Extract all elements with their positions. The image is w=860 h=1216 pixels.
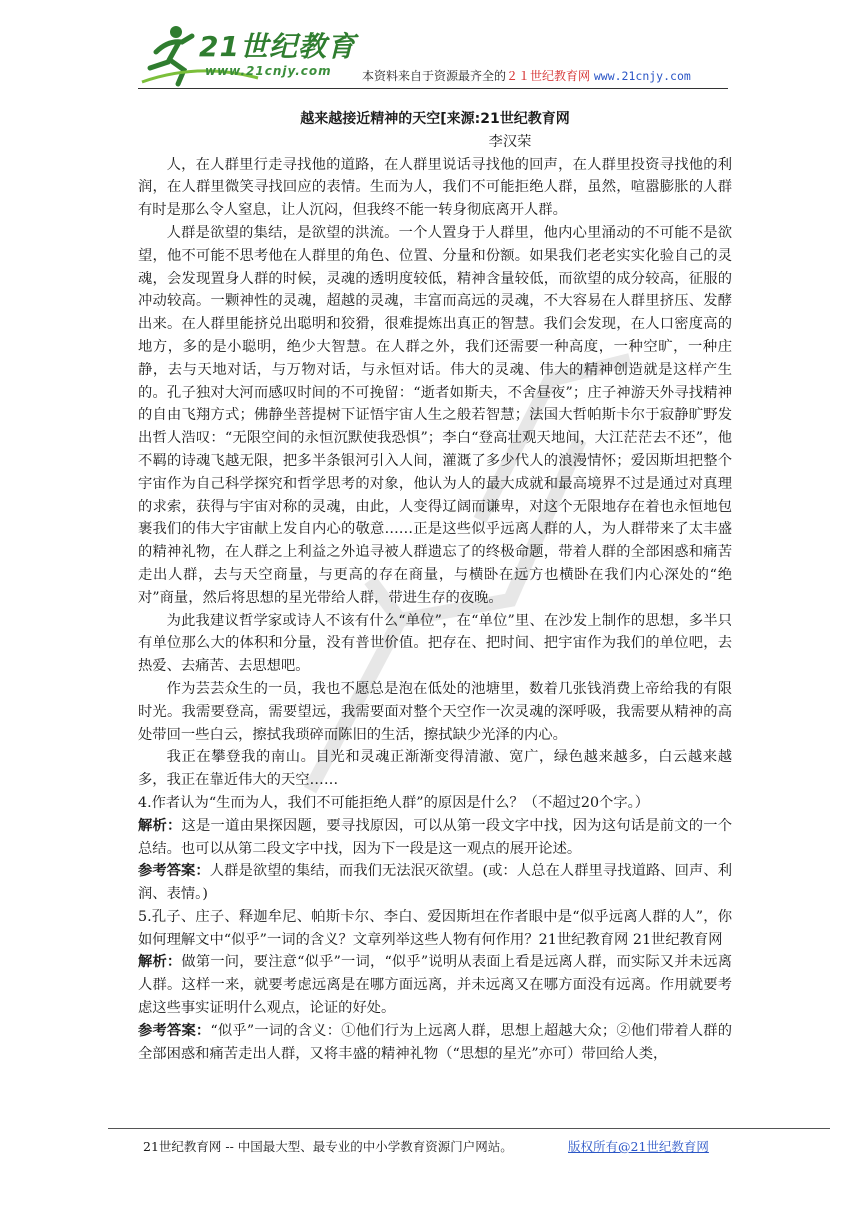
- answer-label: 参考答案：: [138, 1022, 211, 1039]
- article-author: 李汉荣: [488, 133, 532, 150]
- question-5-analysis: [138, 951, 732, 1019]
- header-note-url[interactable]: www.21cnjy.com: [593, 69, 691, 83]
- question-5: 5.孔子、庄子、释迦牟尼、帕斯卡尔、李白、爱因斯坦在作者眼中是“似乎远离人群的人”，你如何理解文中“似乎”一词的含义？文章列举这些人物有何作用？21世纪教育网 21世纪教育网: [138, 908, 732, 948]
- analysis-text: 这是一道由果探因题，要寻找原因，可以从第一段文字中找，因为这句话是前文的一个总结。也可以从第二段文字中找，因为下一段是这一观点的展开论述。: [138, 817, 733, 857]
- article-paragraph: 人群是欲望的集结，是欲望的洪流。一个人置身于人群里，他内心里涌动的不可能不是欲望，他不可能不思考他在人群里的角色、位置、分量和份额。如果我们老老实实化验自己的灵魂，会发现置身人群的时候，灵魂的透明度较低，精神含量较低，而欲望的成分较高，征服的冲动较高。一颗神性的灵魂，超越的灵魂，丰富而高远的灵魂，不大容易在人群里挤压、发酵出来。在人群里能挤兑出聪明和狡猾，很难提炼出真正的智慧。我们会发现，在人口密度高的地方，多的是小聪明，绝少大智慧。在人群之外，我们还需要一种高度，一种空旷，一种庄静，去与天地对话，与万物对话，与永恒对话。伟大的灵魂、伟大的精神创造就是这样产生的。孔子独对大河而感叹时间的不可挽留：“逝者如斯夫，不舍昼夜”；庄子神游天外寻找精神的自由飞翔方式；佛静坐菩提树下证悟宇宙人生之般若智慧；法国大哲帕斯卡尔于寂静旷野发出哲人浩叹：“无限空间的永恒沉默使我恐惧”；李白“登高壮观天地间，大江茫茫去不还”，他不羁的诗魂飞越无限，把多半条银河引入人间，灌溉了多少代人的浪漫情怀；爱因斯坦把整个宇宙作为自己科学探究和哲学思考的对象，他认为人的最大成就和最高境界不过是通过对真理的求索，获得与宇宙对称的灵魂，由此，人变得辽阔而谦卑，对这个无限地存在着也永恒地包裹我们的伟大宇宙献上发自内心的敬意……正是这些似乎远离人群的人，为人群带来了太丰盛的精神礼物，在人群之上利益之外追寻被人群遗忘了的终极命题，带着人群的全部困惑和痛苦走出人群，去与天空商量，与更高的存在商量，与横卧在远方也横卧在我们内心深处的“绝对”商量，然后将思想的星光带给人群，带进生存的夜晚。: [138, 224, 732, 606]
- logo-url: www.21cnjy.com: [205, 64, 332, 78]
- copyright-link[interactable]: 版权所有@21世纪教育网: [568, 1139, 709, 1154]
- header-note: [362, 67, 691, 84]
- page-header: [0, 0, 860, 100]
- answer-text: 人群是欲望的集结，而我们无法泯灭欲望。(或：人总在人群里寻找道路、回声、利润、表情。): [138, 863, 733, 903]
- analysis-label: 解析：: [138, 817, 182, 834]
- analysis-label: 解析：: [138, 954, 182, 971]
- analysis-text: 做第一问，要注意“似乎”一词，“似乎”说明从表面上看是远离人群，而实际又并未远离人群。这样一来，就要考虑远离是在哪方面远离，并未远离又在哪方面没有远离。作用就要考虑这些事实证明什么观点，论证的好处。: [138, 954, 733, 1017]
- article-title: 越来越接近精神的天空[来源:21世纪教育网: [300, 111, 570, 127]
- header-note-brand[interactable]: ２１世纪教育网: [506, 69, 591, 83]
- question-4-answer: [138, 860, 732, 906]
- question-5-answer: [138, 1020, 732, 1066]
- article-paragraph: 为此我建议哲学家或诗人不该有什么“单位”，在“单位”里、在沙发上制作的思想，多半只有单位那么大的体积和分量，没有普世价值。把存在、把时间、把宇宙作为我们的单位吧，去热爱、去痛苦、去思想吧。: [138, 612, 732, 675]
- footer-text: 21世纪教育网 -- 中国最大型、最专业的中小学教育资源门户网站。: [143, 1139, 513, 1154]
- article-body: [138, 104, 732, 1065]
- header-note-prefix: 本资料来自于资源最齐全的: [362, 69, 507, 83]
- answer-text: “似乎”一词的含义：①他们行为上远离人群，思想上超越大众；②他们带着人群的全部困惑和痛苦走出人群，又将丰盛的精神礼物（“思想的星光”亦可）带回给人类，: [138, 1022, 732, 1062]
- question-4: 4.作者认为“生而为人，我们不可能拒绝人群”的原因是什么？（不超过20个字。）: [138, 794, 650, 811]
- logo-title: 21世纪教育: [199, 30, 356, 63]
- question-4-analysis: [138, 815, 732, 861]
- footer-divider: [108, 1128, 830, 1129]
- article-paragraph: 人，在人群里行走寻找他的道路，在人群里说话寻找他的回声，在人群里投资寻找他的利润，在人群里微笑寻找回应的表情。生而为人，我们不可能拒绝人群，虽然，喧嚣膨胀的人群有时是那么令人窒息，让人沉闷，但我终不能一转身彻底离开人群。: [138, 156, 732, 219]
- article-paragraph: 我正在攀登我的南山。目光和灵魂正渐渐变得清澈、宽广，绿色越来越多，白云越来越多，我正在靠近伟大的天空……: [138, 749, 732, 789]
- header-divider: [138, 88, 728, 89]
- article-paragraph: 作为芸芸众生的一员，我也不愿总是泡在低处的池塘里，数着几张钱消费上帝给我的有限时光。我需要登高，需要望远，我需要面对整个天空作一次灵魂的深呼吸，我需要从精神的高处带回一些白云，擦拭我琐碎而陈旧的生活，擦拭缺少光泽的内心。: [138, 680, 732, 743]
- answer-label: 参考答案：: [138, 863, 210, 880]
